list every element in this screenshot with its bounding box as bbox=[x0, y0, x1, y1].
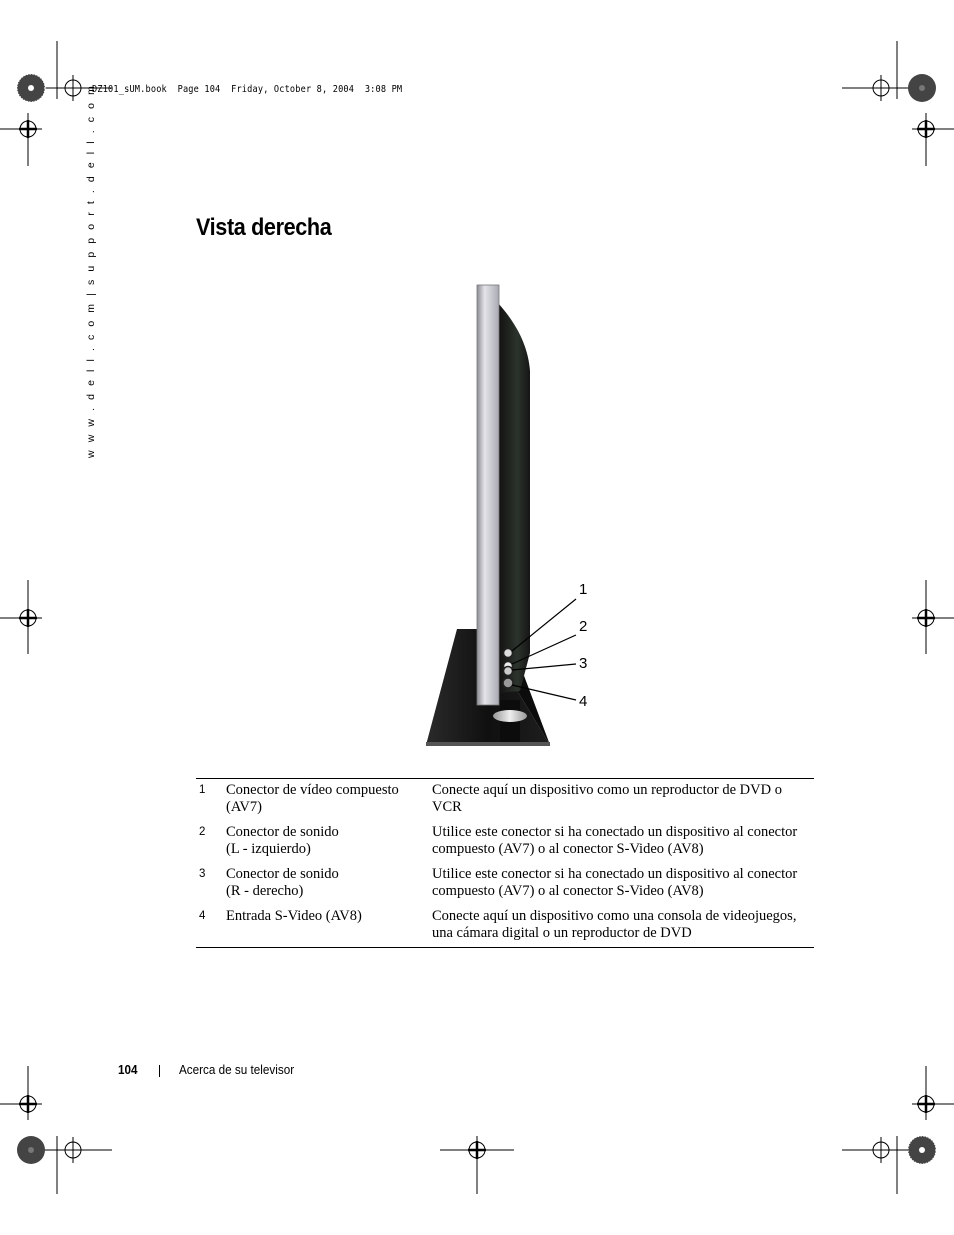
side-url: w w w . d e l l . c o m | s u p p o r t . d e l l . c o m bbox=[85, 83, 97, 458]
callout-1: 1 bbox=[579, 581, 588, 598]
connector-description: Conecte aquí un dispositivo como un reproductor de DVD o VCR bbox=[432, 782, 782, 815]
row-number: 4 bbox=[199, 910, 206, 922]
callout-3: 3 bbox=[579, 655, 588, 672]
print-slug: DZ101_sUM.book Page 104 Friday, October 8, 2004 3:08 PM bbox=[92, 84, 403, 95]
tv-right-side-illustration bbox=[400, 275, 600, 755]
table-row bbox=[196, 820, 814, 862]
callout-2: 2 bbox=[579, 618, 588, 635]
footer-section: Acerca de su televisor bbox=[179, 1062, 295, 1077]
page-title: Vista derecha bbox=[196, 214, 332, 241]
connector-name: Entrada S-Video (AV8) bbox=[226, 908, 362, 924]
row-number: 1 bbox=[199, 784, 206, 796]
connector-description: Utilice este conector si ha conectado un dispositivo al conector compuesto (AV7) o al conector S-Video (AV8) bbox=[432, 866, 798, 899]
connector-name: Conector de sonido (R - derecho) bbox=[226, 866, 339, 899]
connector-description: Utilice este conector si ha conectado un dispositivo al conector compuesto (AV7) o al conector S-Video (AV8) bbox=[432, 824, 798, 857]
connector-name: Conector de vídeo compuesto (AV7) bbox=[226, 782, 399, 815]
footer-divider bbox=[159, 1065, 160, 1077]
connector-table bbox=[196, 778, 814, 948]
table-row bbox=[196, 779, 814, 821]
row-number: 2 bbox=[199, 826, 206, 838]
page-number: 104 bbox=[118, 1062, 138, 1077]
connector-description: Conecte aquí un dispositivo como una consola de videojuegos, una cámara digital o un reproductor de DVD bbox=[432, 908, 797, 941]
table-row bbox=[196, 862, 814, 904]
table-row bbox=[196, 904, 814, 948]
connector-name: Conector de sonido (L - izquierdo) bbox=[226, 824, 339, 857]
row-number: 3 bbox=[199, 868, 206, 880]
callout-4: 4 bbox=[579, 693, 588, 710]
